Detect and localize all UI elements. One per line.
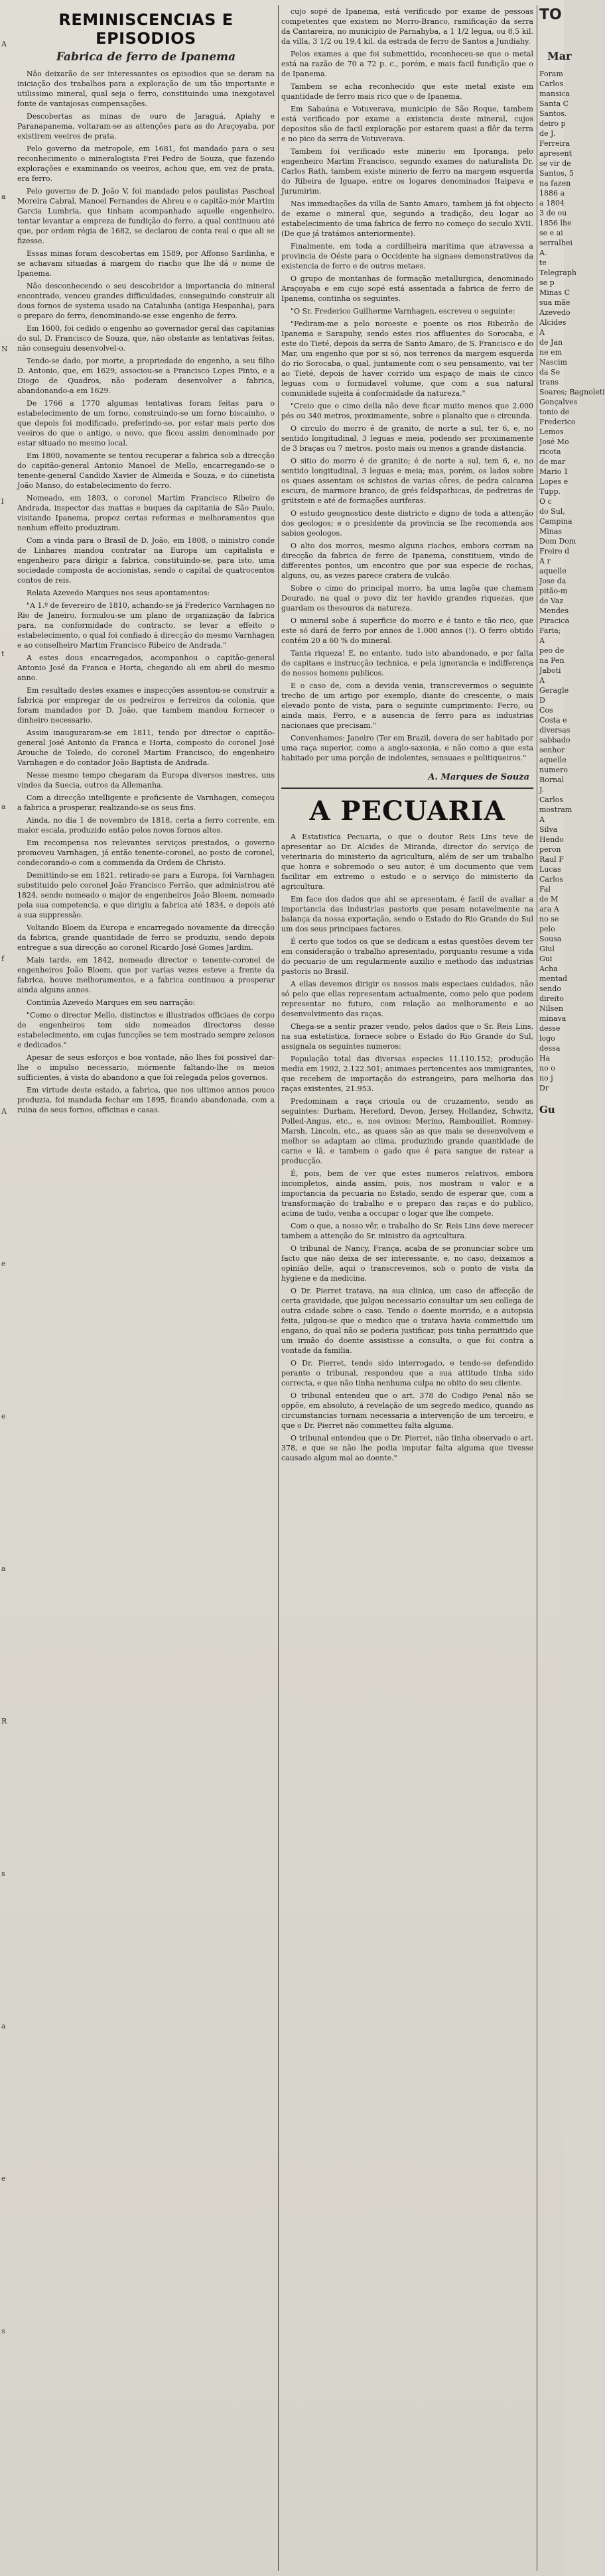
right-column-line: a 1804 — [539, 199, 565, 207]
article-paragraph: Demittindo-se em 1821, retirado-se para a Europa, foi Varnhagen substituido pelo coronel João Francisco Ferrão, que administrou até 1824, sendo nomeado o major de engenheiros João Bloem, nomeado pela sua competencia, e que dirigiu a fabrica até 1834, e depois até a sua suppressão. — [17, 871, 275, 919]
right-column-line: Mario 1 — [539, 467, 569, 476]
right-column-line: Bornal — [539, 776, 565, 784]
right-column-line: de M — [539, 895, 559, 904]
right-column-line: Carlos — [539, 80, 564, 88]
pecuaria-paragraph: Com o que, a nosso vêr, o trabalho do Sr. Reis Lins deve merecer tambem a attenção do Sr. ministro da agricultura. — [281, 1222, 533, 1240]
article-column-2 — [281, 7, 533, 2565]
right-column-line: Santos. — [539, 109, 567, 118]
right-column-line: Foram — [539, 70, 563, 78]
left-margin-letter: R — [1, 1717, 7, 1726]
right-column-line: apresent — [539, 149, 572, 158]
left-margin-letter: a — [1, 1564, 6, 1573]
right-column-line: deiro p — [539, 119, 566, 128]
article-paragraph: O mineral sobe á superficie do morro e é tanto e tão rico, que este só dará de ferro por annos de 1.000 annos (!). O ferro obtido contém 20 a 60 % do mineral. — [281, 616, 533, 645]
left-margin-letter: N — [1, 345, 8, 353]
right-column-line: A — [539, 636, 545, 645]
right-column-line: no se — [539, 915, 559, 923]
article-paragraph: Continúa Azevedo Marques em seu narração: — [27, 998, 196, 1007]
article-paragraph: Assim inauguraram-se em 1811, tendo por director o capitão-general José Antonio da Franca e Horta, composto do coronel José Arouche de Toledo, do coronel Martim Francisco, do engenheiro Varnhagen e do contador João Baptista de Andrada. — [17, 729, 275, 767]
article-paragraph: Pelos exames a que foi submettido, reconheceu-se que o metal está na razão de 70 a 72 p. c., porém, e mais facil fundição que o de Ipanema. — [281, 50, 533, 78]
article-paragraph: O circulo do morro é de granito, de norte a sul, ter 6, e, no sentido longitudinal, 3 leguas e meia, podendo ser proximamente de 3 braças ou 7 metros, posto mais ou menos a grande distancia. — [281, 424, 533, 453]
right-column-fragments — [539, 7, 605, 2565]
article-body-col1 — [17, 69, 275, 1115]
column-rule — [278, 5, 279, 2571]
right-column-line: Nascim — [539, 358, 567, 367]
right-column-line: Gonçalves — [539, 398, 578, 406]
pecuaria-subitems — [281, 1244, 533, 1463]
article-paragraph: O grupo de montanhas de formação metallurgica, denominado Araçoyaba e em cujo sopé está assentada a fabrica de ferro de Ipanema, continha os seguintes. — [281, 274, 533, 303]
article-paragraph: "O Sr. Frederico Guilherme Varnhagen, escreveu o seguinte: — [291, 307, 515, 316]
right-column-line: José Mo — [539, 438, 569, 446]
right-column-line: se p — [539, 278, 555, 287]
right-column-line: Jose da — [539, 577, 567, 585]
left-margin-letter: s — [1, 1869, 5, 1878]
article-paragraph: Com a vinda para o Brasil de D. João, em 1808, o ministro conde de Linhares mandou contratar na Europa um capitalista e engenheiro para dirigir a fabrica, constituindo-se, para isto, uma sociedade composta de accionistas, sendo o capital de quatrocentos contos de reis. — [17, 536, 275, 585]
right-column-line: Minas C — [539, 288, 570, 297]
right-column-line: Lopes e — [539, 477, 569, 486]
right-column-line: tonio de — [539, 408, 570, 416]
right-column-line: Ha — [539, 1054, 551, 1063]
right-column-line: sua mãe — [539, 298, 571, 307]
pecuaria-subitem: O tribunal de Nancy, França, acaba de se pronunciar sobre um facto que não deixa de ser interessante, e, no caso, deixamos a opinião delle, aqui o transcrevemos, sob o ponto de vista da hygiene e da medicina. — [281, 1244, 533, 1283]
right-column-line: Raul F — [539, 855, 564, 864]
left-margin-letter: s — [1, 2327, 5, 2335]
article-paragraph: Em resultado destes exames e inspecções assentou-se construir a fabrica por empregar de os pedreiros e ferreiros da colonia, que foram mandados por D. João, que tambem mandou fornecer o dinheiro necessario. — [17, 686, 275, 725]
right-column-line: Piracica — [539, 616, 570, 625]
article-paragraph: O alto dos morros, mesmo alguns riachos, embora corram na direcção da fabrica de ferro de Ipanema, constituem, vindo de differentes pontos, um encontro que por sua especie de rochas, alguns, ou, as vezes parece cratera de vulcão. — [281, 542, 533, 580]
right-column-line: Dr — [539, 1084, 549, 1092]
article-headline: REMINISCENCIAS E EPISODIOS — [58, 11, 234, 48]
right-column-line: Frederico — [539, 418, 576, 426]
right-column-line: de Jan — [539, 338, 563, 347]
article-paragraph: Em 1600, foi cedido o engenho ao governador geral das capitanias do sul, D. Francisco de Souza, que, não obstante as tentativas feitas, não conseguiu desenvolvel-o. — [17, 324, 275, 353]
right-column-line: 1856 lhe — [539, 219, 572, 227]
article-paragraph: Descobertas as minas de ouro de Jaraguá, Apiahy e Paranapanema, voltaram-se as attenções para as do Araçoyaba, por existirem veeiros de prata. — [17, 112, 275, 141]
article-paragraph: Essas minas foram descobertas em 1589, por Affonso Sardinha, e se achavam situadas á margem do riacho que lhe dá o nome de Ipanema. — [17, 249, 275, 278]
pecuaria-paragraph: É, pois, bem de ver que estes numeros relativos, embora incompletos, ainda assim, pois, nos mostram o valor e a importancia da pecuaria no Estado, sendo de esperar que, com a transformação do trabalho e o preparo das raças e do publico, acima de tudo, venha a occupar o logar que lhe compete. — [281, 1169, 533, 1218]
right-column-line: Jaboti — [539, 666, 561, 675]
article-body-col2 — [281, 7, 533, 763]
right-column-line: Costa e — [539, 716, 567, 725]
right-column-bold: Gu — [539, 1104, 555, 1116]
right-column-line: Nilsen — [539, 1004, 563, 1013]
left-margin-letter: t — [1, 650, 5, 658]
right-column-line: aquelle — [539, 567, 567, 575]
right-column-line: ara A — [539, 905, 559, 913]
article-subheadline: Fabrica de ferro de Ipanema — [56, 50, 236, 64]
right-column-line: Minas — [539, 527, 563, 536]
right-column-line: 3 de ou — [539, 209, 567, 217]
right-column-line: A — [539, 328, 545, 337]
right-column-line: Carlos — [539, 875, 564, 884]
right-column-line: te — [539, 259, 547, 267]
right-column-line: A r — [539, 557, 551, 565]
right-column-line: Sousa — [539, 935, 562, 943]
right-column-line: 1886 a — [539, 189, 565, 198]
article-paragraph: Não deixarão de ser interessantes os episodios que se deram na iniciação dos trabalhos para a exploração de um tão importante e utilissimo mineral, qual seja o ferro, constituindo uma inexgotavel fonte de vantajosas compensações. — [17, 70, 275, 108]
right-column-line: se vir de — [539, 159, 571, 168]
article-paragraph: O sitio do morro é de granito; é de norte a sul, tem 6, e, no sentido longitudinal, 3 leguas e meia; mas, porém, os lados sobre os quaes assentam os schistos de varias côres, de pedra calcarea escura, de marmore branco, de grés feldspathicas, de pedreiras de grütstein e até de formações auriferas. — [281, 457, 533, 505]
right-column-line: D — [539, 696, 545, 705]
right-column-line: no j — [539, 1074, 553, 1083]
right-column-line: aquelle — [539, 756, 567, 764]
left-margin-letter: a — [1, 192, 6, 201]
right-column-line: A — [539, 676, 545, 685]
article-paragraph: Nomeado, em 1803, o coronel Martim Francisco Ribeiro de Andrada, inspector das mattas e buques da capitania de São Paulo, visitando Ipanema, propoz certas reformas e melhoramentos que nenhum effeito produziram. — [17, 494, 275, 532]
right-column-line: O c — [539, 497, 552, 506]
left-margin-letter: e — [1, 1259, 6, 1268]
article-paragraph: Tendo-se dado, por morte, a propriedade do engenho, a seu filho D. Antonio, que, em 1629, associou-se a Francisco Lopes Pinto, e a Diogo de Quadros, não poderam desenvolver a fabrica, abandonando-a em 1629. — [17, 357, 275, 395]
pecuaria-paragraph: Predominam a raça crioula ou de cruzamento, sendo as seguintes: Durham, Hereford, Devon, Jersey, Hollandez, Schwitz, Polled-Angus, etc., e, nos ovinos: Merino, Rambouillet, Romney-Marsh, Lincoln, etc., as quaes são as que mais se desenvolvem e melhor se adaptam ao clima, produzindo grande quantidade de carne e lã, e tambem o gado que é para sangue de ratear a producção. — [281, 1097, 533, 1165]
right-column-line: peo de — [539, 646, 565, 655]
right-column-line: minava — [539, 1014, 567, 1023]
right-column-line: Cos — [539, 706, 553, 715]
article-paragraph: O estudo geognostico deste districto e digno de toda a attenção dos geologos; e o presidente da provincia se lhe recomenda aos sabios geologos. — [281, 509, 533, 538]
right-column-line: Campina — [539, 517, 572, 526]
pecuaria-subitem: O Dr. Pierret tratava, na sua clinica, um caso de affecção de certa gravidade, que julgou necessario consultar um seu collega de outra cidade sobre o caso. Tendo o doente morrido, e a autopsia feita, julgou-se que o medico que o tratava havia commettido um engano, do qual não se poderia justificar, pois tinha permittido que um irmão do doente assistisse a consulta, o que foi contra a vontade da familia. — [281, 1287, 533, 1355]
right-column-line: pitão-m — [539, 587, 568, 595]
article-paragraph: Em recompensa nos relevantes serviços prestados, o governo promoveu Varnhagen, já então tenente-coronel, ao posto de coronel, condecorando-o com a commenda da Ordem de Christo. — [17, 839, 275, 867]
right-column-line: ne em — [539, 348, 563, 357]
article-paragraph: Mais tarde, em 1842, nomeado director o tenente-coronel de engenheiros João Bloem, que por varias vezes esteve a frente da fabrica, houve melhoramentos, e a fabrica continuou a prosperar ainda alguns annos. — [17, 956, 275, 994]
right-column-line: Hendo — [539, 835, 564, 844]
right-column-line: senhor — [539, 746, 565, 754]
left-margin-letter: f — [1, 955, 5, 963]
right-column-line: Acha — [539, 965, 558, 973]
article-paragraph: Pelo governo de D. João V, foi mandado pelos paulistas Paschoal Moreira Cabral, Manoel Fernandes de Abreu e o capitão-mór Martim Garcia Lumbria, que tinham acompanhado aquelle engenheiro, tentar levantar a empreza de fundição do ferro, a qual continuou até que, por ordem régia de 1682, se declarou de conta real o que ali se fizesse. — [17, 187, 275, 245]
pecuaria-paragraph: Chega-se a sentir prazer vendo, pelos dados que o Sr. Reis Lins, na sua estatistica, fornece sobre o Estado do Rio Grande do Sul, assignala os seguintes numeros: — [281, 1022, 533, 1051]
article-paragraph: "Creio que o cimo della não deve ficar muito menos que 2.000 pés ou 340 metros, proximamente, sobre o planalto que o circunda. — [281, 402, 533, 420]
right-column-line: ricota — [539, 447, 561, 456]
right-column-line: de J. — [539, 129, 556, 138]
left-margin-letter: a — [1, 802, 6, 811]
right-column-line: dessa — [539, 1044, 561, 1053]
article-paragraph: Convenhamos: Janeiro (Ter em Brazil, devera de ser habitado por uma raça superior, como a anglo-saxonia, e não como a que esta habitado por uma porção de indolentes, sensuaes e politiqueiros." — [281, 734, 533, 762]
article-paragraph: A estes dous encarregados, acompanhou o capitão-general Antonio José da Franca e Horta, chegando ali em abril do mesmo anno. — [17, 654, 275, 682]
right-column-line: mentad — [539, 974, 568, 983]
article-paragraph: Nesse mesmo tempo chegaram da Europa diversos mestres, uns vindos da Suecia, outros da Allemanha. — [17, 771, 275, 790]
right-column-line: na fazen — [539, 179, 571, 188]
left-margin-fragments — [0, 0, 16, 2576]
right-column-line: diversas — [539, 726, 571, 734]
article-paragraph: Tanta riqueza! E, no entanto, tudo isto abandonado, e por falta de capitaes e instrucção technica, e pela ignorancia e indifferença de nossos homens publicos. — [281, 649, 533, 677]
left-margin-letter: e — [1, 1412, 6, 1421]
right-column-line: Ferreira — [539, 139, 570, 148]
right-column-line: Gui — [539, 955, 553, 963]
right-column-line: Carlos — [539, 795, 564, 804]
article-paragraph: Apesar de seus esforços e boa vontade, não lhes foi possivel dar-lhe o impulso necessario, mórmente faltando-lhe os meios sufficientes, á vista do abandono a que foi relegada pelos governos. — [17, 1053, 275, 1082]
right-column-line: Lemos — [539, 428, 564, 436]
right-column-line: pelo — [539, 925, 555, 933]
article-paragraph: De 1766 a 1770 algumas tentativas foram feitas para o estabelecimento de um forno, construindo-se um forno biscainho, o que depois foi modificado, preferindo-se, por estar mais perto dos veeiros do que o antigo, o novo, que ficou assim denominado por estar situado no mesmo local. — [17, 399, 275, 447]
pecuaria-paragraph: A ellas devemos dirigir os nossos mais especiaes cuidados, não só pelo que ellas representam actualmente, como pelo que podem representar no futuro, com relação ao melhoramento e ao desenvolvimento das raças. — [281, 980, 533, 1018]
section-headline-pecuaria: A PECUARIA — [309, 795, 505, 827]
right-column-line: sendo — [539, 984, 561, 993]
right-column-lines — [539, 69, 605, 1093]
article-paragraph: Finalmente, em toda a cordilheira marítima que atravessa a provincia de Oéste para o Occidente ha signaes demonstrativos da existencia de ferro e de outros metaes. — [281, 242, 533, 270]
right-column-line: na Pen — [539, 656, 565, 665]
pecuaria-paragraph: A Estatistica Pecuaria, o que o doutor Reis Lins teve de apresentar ao Dr. Alcides de Miranda, director do serviço de veterinaria do ministerio da agricultura, além de ser um trabalho que honra e sobremodo o seu autor, é um documento que vem facilitar em extremo o estudo e o serviço do ministerio da agricultura. — [281, 833, 533, 891]
right-column-line: Fal — [539, 885, 551, 894]
pecuaria-paragraph: Em face dos dados que ahi se apresentam, é facil de avaliar a importancia das industrias pastoris que pesam notavelmente na balança da nossa exportação, sendo o Estado do Rio Grande do Sul um dos seus principaes factores. — [281, 895, 533, 933]
right-column-line: desse — [539, 1024, 561, 1033]
article-paragraph: Pelo governo da metropole, em 1681, foi mandado para o seu reconhecimento o mineralogista Frei Pedro de Souza, que fazendo explorações e examinando os veeiros, achou que, em vez de prata, era ferro. — [17, 145, 275, 183]
right-column-line: de mar — [539, 457, 566, 466]
article-paragraph: Voltando Bloem da Europa e encarregado novamente da direcção da fabrica, grande quantidade de ferro se produziu, sendo depois entregue a sua direcção ao coronel Ricardo José Gomes Jardim. — [17, 923, 275, 952]
right-column-line: mansica — [539, 89, 570, 98]
right-column-line: numero — [539, 766, 568, 774]
article-paragraph: Com a direcção intelligente e proficiente de Varnhagen, começou a fabrica a prosperar, realizando-se os seus fins. — [17, 793, 275, 812]
right-column-line: no o — [539, 1064, 555, 1073]
left-margin-letter: A — [1, 40, 7, 48]
pecuaria-paragraph: É certo que todos os que se dedicam a estas questões devem ter em consideração o trabalho apresentado, porquanto resume a vida do pecuario de um regularmente auxilio e methodo das industrias pastoris no Brasil. — [281, 937, 533, 976]
right-column-line: Geragle — [539, 686, 569, 695]
right-column-line: Santa C — [539, 99, 569, 108]
right-column-line: Soares; Bagnoleti — [539, 388, 605, 396]
article-paragraph: cujo sopé de Ipanema, está verificado por exame de pessoas competentes que existem no Morro-Branco, ramificação da serra da Cantareira, no municipio de Parnahyba, a 1 1/2 legua, ou 8,5 kil. da villa, 3 1/2 ou 19,4 kil. da estrada de ferro de Santos a Jundiahy. — [281, 7, 533, 46]
article-paragraph: "A 1.º de fevereiro de 1810, achando-se já Frederico Varnhagen no Rio de Janeiro, formulou-se um plano de organização da fabrica para, na conformidade do contracto, se levar a effeito o estabelecimento, o qual foi confiado á direcção do mesmo Varnhagen e ao conselheiro Martim Francisco Ribeiro de Andrada." — [17, 601, 275, 650]
right-column-line: Freire d — [539, 547, 570, 556]
right-column-line: J. — [539, 786, 545, 794]
right-column-line: Dom Dom — [539, 537, 576, 546]
right-column-line: Tupp. — [539, 487, 561, 496]
article-paragraph: Em virtude deste estado, a fabrica, que nos ultimos annos pouco produzia, foi mandada fechar em 1895, ficando abandonada, com a ruina de seus fornos, officinas e casas. — [17, 1086, 275, 1114]
right-column-line: Azevedo — [539, 308, 571, 317]
right-column-line: Lucas — [539, 865, 561, 874]
article-paragraph: Relata Azevedo Marques nos seus apontamentos: — [27, 589, 210, 597]
article-paragraph: E o caso de, com a devida venia, transcrevermos o seguinte trecho de um artigo por exemplo, diante do crescente, o mais elevado ponto de vista, para o seguinte cumprimento: Ferro, ou ainda mais, Ferro, e a ausencia de ferro para as industrias nacionaes que precisam." — [281, 681, 533, 730]
article-paragraph: "Pediram-me a pelo noroeste e poente os rios Ribeirão de Ipanema e Sarapuhy, sendo estes rios affluentes do Sorocaba, e este do Tieté, depois da serra de Santo Amaro, de S. Francisco e do Mar, um engenho que por si só, nos terrenos da margem esquerda do rio Sorocaba, o qual, juntamente com o seu pensamento, vai ter ao Tieté, depois de haver corrido um espaço de mais de cinco leguas com o formidavel volume, que com a sua natural comunidade sujeita á conformidade da natureza." — [281, 320, 533, 398]
right-column-line: Alcides — [539, 318, 567, 327]
pecuaria-paragraph: População total das diversas especies 11.110.152; produção media em 1902, 2.122.501; animaes pertencentes aos immigrantes, que recebem de importação do estrangeiro, para melhoria das raças existentes, 21.953. — [281, 1055, 533, 1093]
right-column-line: Giul — [539, 945, 555, 953]
left-margin-letter: a — [1, 2022, 6, 2030]
article-paragraph: Sobre o cimo do principal morro, ha uma lagôa que chamam Dourado, na qual o povo diz ter havido grandes riquezas, que guardam os thesouros da natureza. — [281, 584, 533, 613]
article-paragraph: Ainda, no dia 1 de novembro de 1818, certa a ferro corrente, em maior escala, produzido então pelos novos fornos altos. — [17, 816, 275, 835]
pecuaria-subitem: O tribunal entendeu que o art. 378 do Codigo Penal não se oppõe, em absoluto, á revelação de um segredo medico, quando as circumstancias tornam necessaria a intervenção de um terceiro, e que o Dr. Pierret não commetteu falta alguma. — [281, 1391, 533, 1430]
article-paragraph: Nas immediações da villa de Santo Amaro, tambem já foi objecto de exame o mineral que, segundo a tradição, deu logar ao estabelecimento de uma fabrica de ferro no começo do seculo XVII. (De que já tratámos anteriormente). — [281, 200, 533, 238]
article-signature: A. Marques de Souza — [428, 772, 529, 782]
right-column-line: A. — [539, 249, 547, 257]
right-column-line: direito — [539, 994, 564, 1003]
right-column-line: mostram — [539, 805, 572, 814]
article-paragraph: Tambem se acha reconhecido que este metal existe em quantidade de ferro mais rico que o de Ipanema. — [281, 82, 533, 101]
right-column-line: sabbado — [539, 736, 571, 744]
right-column-line: de Vaz — [539, 597, 564, 605]
article-paragraph: "Como o director Mello, distinctos e illustrados officiaes de corpo de engenheiros tem sido nomeados directores desse estabelecimento, em cujas funcções se tem mostrado sempre zelosos e dedicados." — [17, 1011, 275, 1049]
pecuaria-subitem: O tribunal entendeu que o Dr. Pierret, não tinha observado o art. 378, e que se não lhe podia imputar falta alguma que tivesse causado algum mal ao doente." — [281, 1434, 533, 1462]
right-column-line: trans — [539, 378, 559, 386]
right-column-line: peron — [539, 845, 561, 854]
right-column-line: se e ai — [539, 229, 563, 237]
left-margin-letter: l — [1, 497, 4, 506]
right-column-line: serralhei — [539, 239, 572, 247]
right-column-subhead: Mar — [547, 50, 572, 62]
article-paragraph: Tambem foi verificado este minerio em Iporanga, pelo engenheiro Martim Francisco, segundo exames do naturalista Dr. Carlos Rath, tambem existe minerio de ferro na margem esquerda do Ribeira de Iguape, entre os logares denominados Itaipava e Jurumirim. — [281, 147, 533, 196]
left-margin-letter: A — [1, 1107, 7, 1116]
right-column-line: Telegraph — [539, 268, 577, 277]
left-margin-letter: e — [1, 2174, 6, 2183]
right-column-line: da Se — [539, 368, 561, 377]
article-paragraph: Em 1800, novamente se tentou recuperar a fabrica sob a direcção do capitão-general Antonio Manoel de Mello, encarregando-se o tenente-general Candido Xavier de Almeida e Souza, e do ciinetista João Manso, do estabelecimento do ferro. — [17, 451, 275, 490]
right-column-banner: TO — [539, 7, 562, 23]
right-column-line: Silva — [539, 825, 558, 834]
article-column-1 — [17, 7, 275, 2565]
right-column-line: Faria; — [539, 626, 561, 635]
article-paragraph: Não desconhecendo o seu descobridor a importancia do mineral encontrado, venceu grandes difficuldades, conseguindo construir ali dous fornos de systema usado na Catalunha (antiga Hespanha), para o preparo do ferro, denominando-se esse engenho de ferro. — [17, 282, 275, 320]
divider — [281, 788, 533, 789]
right-column-line: do Sul, — [539, 507, 565, 516]
right-column-line: Mendes — [539, 607, 569, 615]
article-paragraph: Em Sabaúna e Votuverava, municipio de São Roque, tambem está verificado por exame a existencia deste mineral, cujos depositos são de facil exploração por estarem quasi a flôr da terra e no pico da serra de Votuverava. — [281, 105, 533, 143]
pecuaria-body — [281, 832, 533, 1241]
right-column-line: logo — [539, 1034, 555, 1043]
right-column-line: Santos, 5 — [539, 169, 574, 178]
pecuaria-subitem: O Dr. Pierret, tendo sido interrogado, e tendo-se defendido perante o tribunal, respondeu que a sua attitude tinha sido correcta, e que não tinha nenhuma culpa no obito do seu cliente. — [281, 1359, 533, 1387]
right-column-line: A — [539, 815, 545, 824]
